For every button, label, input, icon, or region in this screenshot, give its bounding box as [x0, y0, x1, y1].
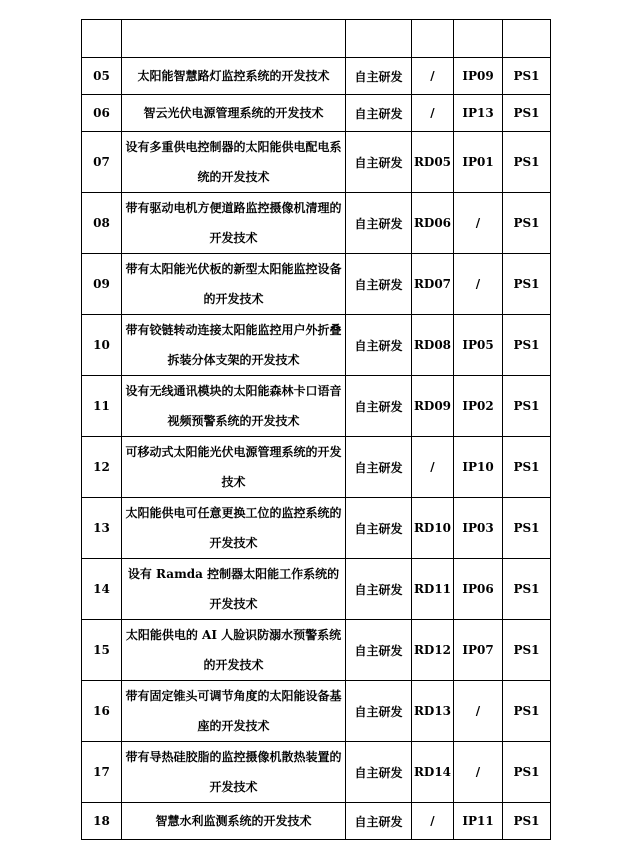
- technology-name: 智慧水利监测系统的开发技术: [122, 803, 346, 840]
- table-row: [82, 620, 551, 681]
- ip-code: IP13: [454, 95, 503, 132]
- row-number: 15: [82, 620, 122, 681]
- rd-code: RD08: [412, 315, 454, 376]
- rd-code: /: [412, 437, 454, 498]
- ps-code: PS1: [503, 742, 551, 803]
- table-row: [82, 803, 551, 840]
- table-row: [82, 559, 551, 620]
- header-cell: [122, 20, 346, 58]
- ip-code: IP03: [454, 498, 503, 559]
- row-number: 18: [82, 803, 122, 840]
- rd-code: RD14: [412, 742, 454, 803]
- row-number: 14: [82, 559, 122, 620]
- table-row: [82, 95, 551, 132]
- ip-code: IP10: [454, 437, 503, 498]
- development-method: 自主研发: [346, 681, 412, 742]
- technology-name: 太阳能智慧路灯监控系统的开发技术: [122, 58, 346, 95]
- row-number: 13: [82, 498, 122, 559]
- ps-code: PS1: [503, 376, 551, 437]
- ps-code: PS1: [503, 803, 551, 840]
- rd-code: RD12: [412, 620, 454, 681]
- ps-code: PS1: [503, 193, 551, 254]
- rd-code: RD07: [412, 254, 454, 315]
- technology-name: 太阳能供电的 AI 人脸识防溺水预警系统的开发技术: [122, 620, 346, 681]
- development-method: 自主研发: [346, 376, 412, 437]
- header-cell: [346, 20, 412, 58]
- technology-name: 设有多重供电控制器的太阳能供电配电系统的开发技术: [122, 132, 346, 193]
- header-cell: [412, 20, 454, 58]
- table-row: [82, 742, 551, 803]
- row-number: 09: [82, 254, 122, 315]
- table-row: [82, 376, 551, 437]
- ip-code: IP11: [454, 803, 503, 840]
- ps-code: PS1: [503, 254, 551, 315]
- ip-code: /: [454, 742, 503, 803]
- row-number: 16: [82, 681, 122, 742]
- table-row: [82, 437, 551, 498]
- rd-code: /: [412, 803, 454, 840]
- header-cell: [82, 20, 122, 58]
- rd-code: /: [412, 95, 454, 132]
- ps-code: PS1: [503, 620, 551, 681]
- header-row: [82, 20, 551, 58]
- ps-code: PS1: [503, 132, 551, 193]
- rd-code: RD10: [412, 498, 454, 559]
- technology-name: 太阳能供电可任意更换工位的监控系统的开发技术: [122, 498, 346, 559]
- table-row: [82, 681, 551, 742]
- rd-code: RD11: [412, 559, 454, 620]
- rd-code: RD05: [412, 132, 454, 193]
- technology-name: 设有无线通讯模块的太阳能森林卡口语音视频预警系统的开发技术: [122, 376, 346, 437]
- ip-code: /: [454, 681, 503, 742]
- ip-code: IP07: [454, 620, 503, 681]
- row-number: 17: [82, 742, 122, 803]
- technology-name: 智云光伏电源管理系统的开发技术: [122, 95, 346, 132]
- ip-code: /: [454, 193, 503, 254]
- row-number: 08: [82, 193, 122, 254]
- ps-code: PS1: [503, 315, 551, 376]
- development-method: 自主研发: [346, 620, 412, 681]
- row-number: 07: [82, 132, 122, 193]
- tech-table: [81, 19, 551, 840]
- header-cell: [503, 20, 551, 58]
- table-row: [82, 193, 551, 254]
- ps-code: PS1: [503, 559, 551, 620]
- ps-code: PS1: [503, 95, 551, 132]
- rd-code: /: [412, 58, 454, 95]
- technology-name: 带有导热硅胶脂的监控摄像机散热装置的开发技术: [122, 742, 346, 803]
- rd-code: RD06: [412, 193, 454, 254]
- rd-code: RD09: [412, 376, 454, 437]
- development-method: 自主研发: [346, 742, 412, 803]
- ip-code: /: [454, 254, 503, 315]
- development-method: 自主研发: [346, 437, 412, 498]
- row-number: 11: [82, 376, 122, 437]
- row-number: 05: [82, 58, 122, 95]
- development-method: 自主研发: [346, 132, 412, 193]
- row-number: 12: [82, 437, 122, 498]
- development-method: 自主研发: [346, 95, 412, 132]
- ip-code: IP02: [454, 376, 503, 437]
- rd-code: RD13: [412, 681, 454, 742]
- development-method: 自主研发: [346, 559, 412, 620]
- header-cell: [454, 20, 503, 58]
- table-row: [82, 254, 551, 315]
- ps-code: PS1: [503, 58, 551, 95]
- table-row: [82, 498, 551, 559]
- development-method: 自主研发: [346, 193, 412, 254]
- development-method: 自主研发: [346, 254, 412, 315]
- table-row: [82, 132, 551, 193]
- technology-name: 设有 Ramda 控制器太阳能工作系统的开发技术: [122, 559, 346, 620]
- ps-code: PS1: [503, 681, 551, 742]
- technology-name: 带有铰链转动连接太阳能监控用户外折叠拆装分体支架的开发技术: [122, 315, 346, 376]
- row-number: 10: [82, 315, 122, 376]
- development-method: 自主研发: [346, 803, 412, 840]
- ip-code: IP01: [454, 132, 503, 193]
- table-row: [82, 58, 551, 95]
- ip-code: IP09: [454, 58, 503, 95]
- development-method: 自主研发: [346, 58, 412, 95]
- development-method: 自主研发: [346, 315, 412, 376]
- ps-code: PS1: [503, 437, 551, 498]
- ip-code: IP05: [454, 315, 503, 376]
- technology-name: 带有驱动电机方便道路监控摄像机清理的开发技术: [122, 193, 346, 254]
- technology-name: 可移动式太阳能光伏电源管理系统的开发技术: [122, 437, 346, 498]
- technology-name: 带有太阳能光伏板的新型太阳能监控设备的开发技术: [122, 254, 346, 315]
- table-row: [82, 315, 551, 376]
- row-number: 06: [82, 95, 122, 132]
- technology-name: 带有固定锥头可调节角度的太阳能设备基座的开发技术: [122, 681, 346, 742]
- ip-code: IP06: [454, 559, 503, 620]
- ps-code: PS1: [503, 498, 551, 559]
- development-method: 自主研发: [346, 498, 412, 559]
